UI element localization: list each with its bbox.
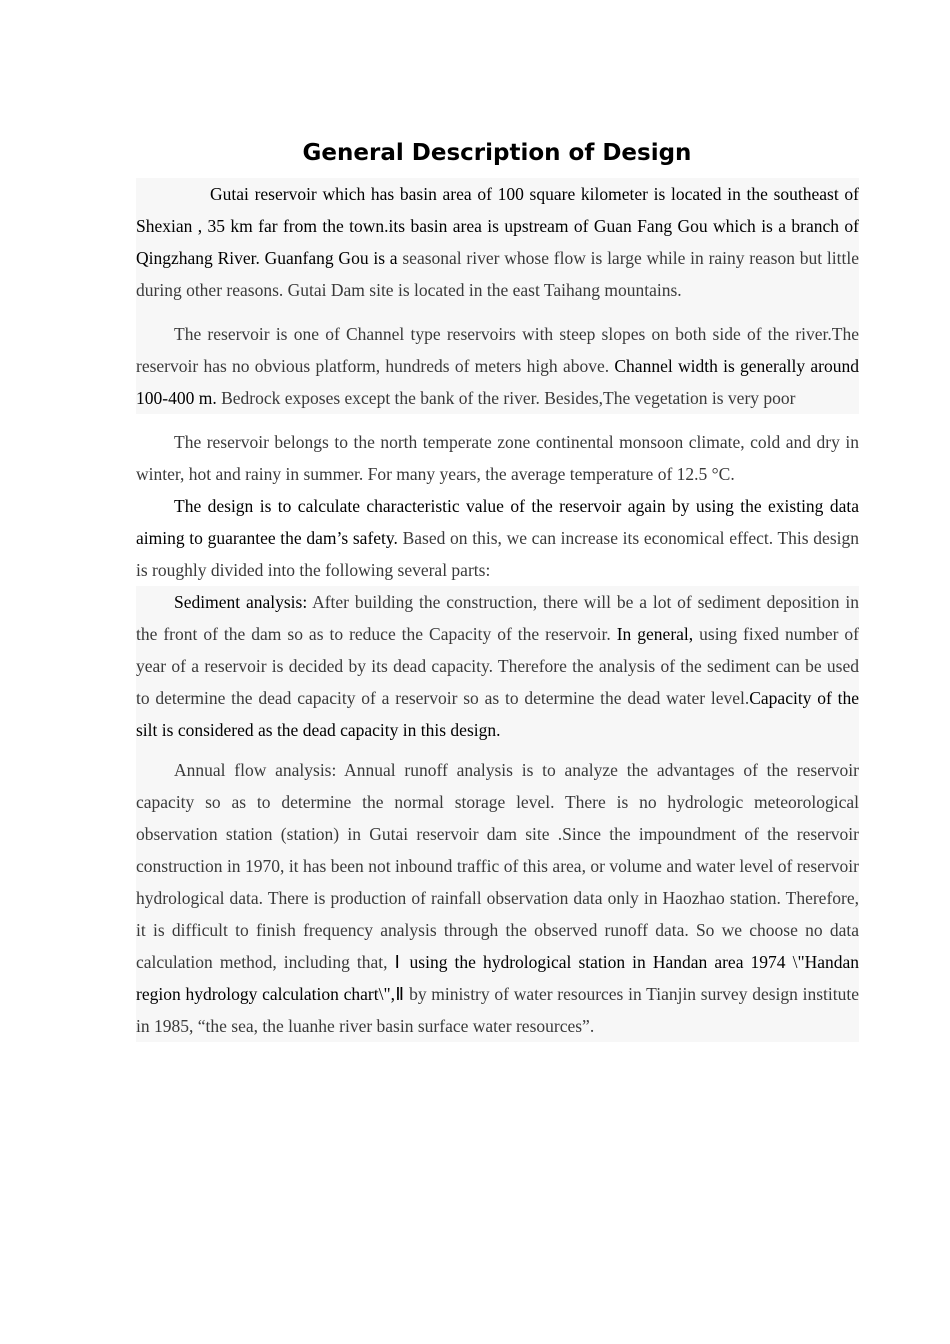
paragraph-design-goal: [136, 490, 859, 586]
paragraph-text: seasonal river whose flow is large while in rainy reason but little during other reasons. Gutai Dam site is located in the east Taihang mountains.: [136, 248, 859, 300]
paragraph-sediment-analysis: [136, 586, 859, 746]
paragraph-text: using fixed number of year of a reservoir is decided by its dead capacity. Therefore the analysis of the sediment can be used to determine the dead capacity of a reservoir so as to determine the dead water level.: [136, 624, 860, 708]
paragraph-annual-flow-analysis: [136, 746, 859, 1042]
paragraph-heading: Sediment analysis:: [174, 592, 308, 612]
paragraph-text: Annual flow analysis: Annual runoff analysis is to analyze the advantages of the reservoir capacity so as to determine the normal storage level. There is no hydrologic meteorological observation station (station) in Gutai reservoir dam site .Since the impoundment of the reservoir construction in 1970, it has been not inbound traffic of this area, or volume and water level of reservoir hydrological data. There is production of rainfall observation data only in Haozhao station. Therefore, it is difficult to finish frequency analysis through the observed runoff data. So we choose no data calculation method, including that,: [136, 760, 859, 972]
paragraph-text: Based on this, we can increase its economical effect. This design is roughly divided into the following several parts:: [136, 528, 859, 580]
document-body: [136, 178, 859, 1042]
paragraph-text: The reservoir is one of Channel type reservoirs with steep slopes on both side of the river.The reservoir has no obvious platform, hundreds of meters high above.: [136, 324, 859, 376]
shaded-block-2: [136, 586, 859, 1042]
paragraph-text: Bedrock exposes except the bank of the river. Besides,The vegetation is very poor: [216, 388, 796, 408]
paragraph-text: Ⅰ using the hydrological station in Handan area 1974 \"Handan region hydrology calculation chart\",Ⅱ: [136, 952, 860, 1004]
paragraph-basin-location: [136, 178, 859, 306]
paragraph-text: by ministry of water resources in Tianjin survey design institute in 1985, “the sea, the luanhe river basin surface water resources”.: [136, 984, 860, 1036]
page-title: General Description of Design: [302, 140, 692, 166]
paragraph-reservoir-type: [136, 306, 859, 414]
paragraph-climate: [136, 414, 859, 490]
shaded-block-1: [136, 178, 859, 414]
paragraph-text: The reservoir belongs to the north temperate zone continental monsoon climate, cold and dry in winter, hot and rainy in summer. For many years, the average temperature of 12.5 °C.: [136, 432, 859, 484]
paragraph-text: After building the construction, there will be a lot of sediment deposition in the front of the dam so as to reduce the Capacity of the reservoir.: [136, 592, 859, 644]
paragraph-text: Channel width is generally around 100-400 m.: [136, 356, 859, 408]
paragraph-text: In general,: [616, 624, 694, 644]
paragraph-text: Capacity of the silt is considered as the dead capacity in this design.: [136, 688, 859, 740]
paragraph-text: The design is to calculate characteristic value of the reservoir again by using the existing data aiming to guarantee the dam’s safety.: [136, 496, 859, 548]
paragraph-text: Gutai reservoir which has basin area of 100 square kilometer is located in the southeast of Shexian , 35 km far from the town.its basin area is upstream of Guan Fang Gou which is a branch of Qingzhang River. Guanfang Gou is a: [136, 184, 859, 268]
